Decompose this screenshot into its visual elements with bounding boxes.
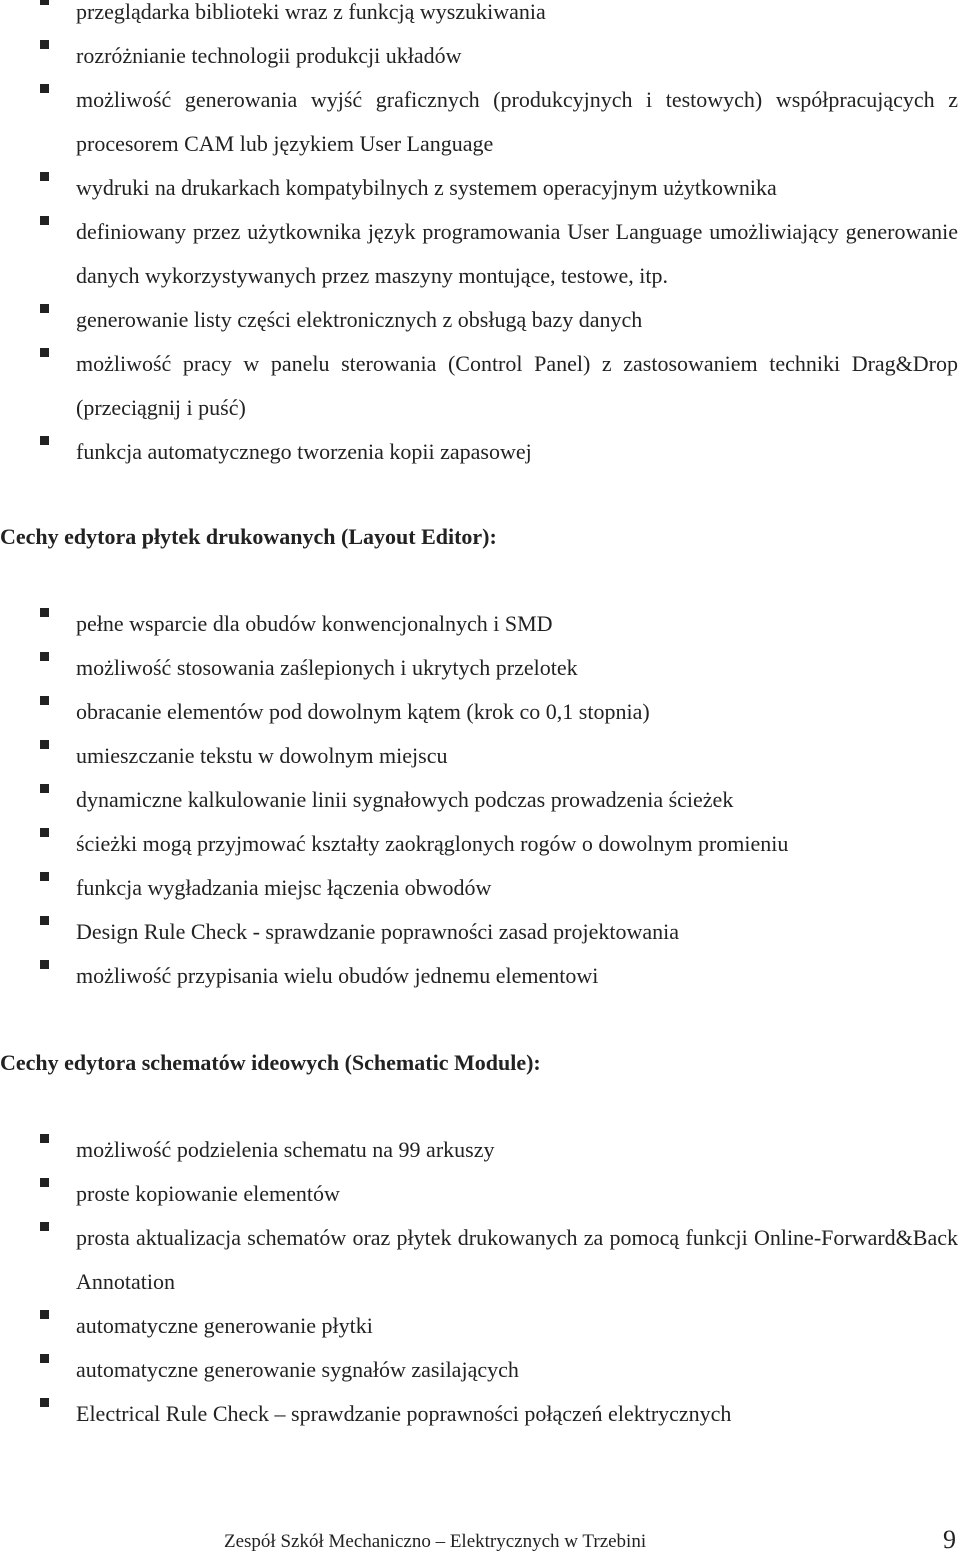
square-bullet-icon — [40, 84, 49, 93]
square-bullet-icon — [40, 436, 49, 445]
list-item: definiowany przez użytkownika język programowania User Language umożliwiający generowanie danych wykorzystywanych przez maszyny montujące, testowe, itp. — [0, 210, 960, 298]
square-bullet-icon — [40, 960, 49, 969]
list-item: automatyczne generowanie płytki — [0, 1304, 960, 1348]
list-item: prosta aktualizacja schematów oraz płytek drukowanych za pomocą funkcji Online-Forward&Back Annotation — [0, 1216, 960, 1304]
list-item: proste kopiowanie elementów — [0, 1172, 960, 1216]
list-item: rozróżnianie technologii produkcji układów — [0, 34, 960, 78]
square-bullet-icon — [40, 1134, 49, 1143]
list-item: ścieżki mogą przyjmować kształty zaokrąglonych rogów o dowolnym promieniu — [0, 822, 960, 866]
list-item: wydruki na drukarkach kompatybilnych z systemem operacyjnym użytkownika — [0, 166, 960, 210]
square-bullet-icon — [40, 784, 49, 793]
list-item: funkcja automatycznego tworzenia kopii zapasowej — [0, 430, 960, 474]
list-item: możliwość generowania wyjść graficznych (produkcyjnych i testowych) współpracujących z procesorem CAM lub językiem User Language — [0, 78, 960, 166]
square-bullet-icon — [40, 608, 49, 617]
square-bullet-icon — [40, 1178, 49, 1187]
square-bullet-icon — [40, 172, 49, 181]
list-item: pełne wsparcie dla obudów konwencjonalnych i SMD — [0, 602, 960, 646]
feature-list-schematic-module — [0, 1128, 960, 1436]
square-bullet-icon — [40, 40, 49, 49]
square-bullet-icon — [40, 0, 49, 5]
list-item: generowanie listy części elektronicznych z obsługą bazy danych — [0, 298, 960, 342]
square-bullet-icon — [40, 348, 49, 357]
square-bullet-icon — [40, 1310, 49, 1319]
list-item: automatyczne generowanie sygnałów zasilających — [0, 1348, 960, 1392]
section-heading-schematic-module: Cechy edytora schematów ideowych (Schematic Module): — [0, 1050, 541, 1075]
list-item: Electrical Rule Check – sprawdzanie poprawności połączeń elektrycznych — [0, 1392, 960, 1436]
square-bullet-icon — [40, 916, 49, 925]
list-item: możliwość podzielenia schematu na 99 arkuszy — [0, 1128, 960, 1172]
square-bullet-icon — [40, 216, 49, 225]
list-item: możliwość stosowania zaślepionych i ukrytych przelotek — [0, 646, 960, 690]
square-bullet-icon — [40, 1222, 49, 1231]
list-item: obracanie elementów pod dowolnym kątem (krok co 0,1 stopnia) — [0, 690, 960, 734]
square-bullet-icon — [40, 740, 49, 749]
square-bullet-icon — [40, 1354, 49, 1363]
list-item: dynamiczne kalkulowanie linii sygnałowych podczas prowadzenia ścieżek — [0, 778, 960, 822]
list-item: możliwość przypisania wielu obudów jednemu elementowi — [0, 954, 960, 998]
square-bullet-icon — [40, 872, 49, 881]
page-footer: Zespół Szkół Mechaniczno – Elektrycznych w Trzebini — [224, 1531, 647, 1552]
square-bullet-icon — [40, 696, 49, 705]
feature-list-general — [0, 0, 960, 474]
page-number: 9 — [943, 1525, 956, 1554]
list-item: funkcja wygładzania miejsc łączenia obwodów — [0, 866, 960, 910]
square-bullet-icon — [40, 652, 49, 661]
list-item: Design Rule Check - sprawdzanie poprawności zasad projektowania — [0, 910, 960, 954]
section-heading-layout-editor: Cechy edytora płytek drukowanych (Layout Editor): — [0, 524, 497, 549]
feature-list-layout-editor — [0, 602, 960, 998]
list-item: możliwość pracy w panelu sterowania (Control Panel) z zastosowaniem techniki Drag&Drop (przeciągnij i puść) — [0, 342, 960, 430]
square-bullet-icon — [40, 1398, 49, 1407]
list-item: umieszczanie tekstu w dowolnym miejscu — [0, 734, 960, 778]
square-bullet-icon — [40, 304, 49, 313]
square-bullet-icon — [40, 828, 49, 837]
list-item: przeglądarka biblioteki wraz z funkcją wyszukiwania — [0, 0, 960, 34]
